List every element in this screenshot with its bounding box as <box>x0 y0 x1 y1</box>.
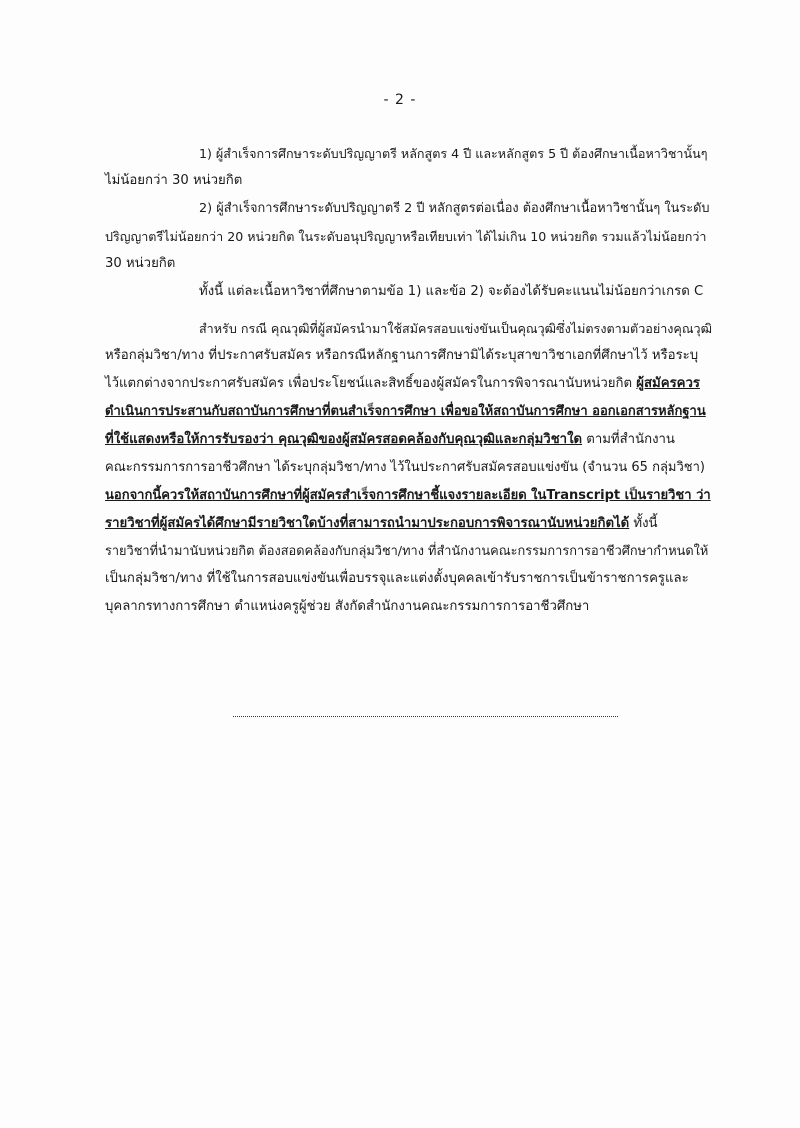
dotted-divider <box>233 716 618 717</box>
grade-note: ทั้งนี้ แต่ละเนื้อหาวิชาที่ศึกษาตามข้อ 1) และข้อ 2) จะต้องได้รับคะแนนไม่น้อยกว่าเกรด C <box>199 284 704 299</box>
para-line-5 <box>105 431 675 449</box>
para-line-3-emphasis: ผู้สมัครควร <box>636 376 700 391</box>
para-line-2: หรือกลุ่มวิชา/ทาง ที่ประกาศรับสมัคร หรือกรณีหลักฐานการศึกษามิได้ระบุสาขาวิชาเอกที่ศึกษาไว้ หรือระบุ <box>105 348 699 363</box>
para-line-8-emphasis: รายวิชาที่ผู้สมัครได้ศึกษามีรายวิชาใดบ้างที่สามารถนำมาประกอบการพิจารณานับหน่วยกิตได้ <box>105 516 630 531</box>
para-line-5-emphasis: ที่ใช้แสดงหรือให้การรับรองว่า คุณวุฒิของผู้สมัครสอดคล้องกับคุณวุฒิและกลุ่มวิชาใด <box>105 432 583 447</box>
item2-line1: 2) ผู้สำเร็จการศึกษาระดับปริญญาตรี 2 ปี หลักสูตรต่อเนื่อง ต้องศึกษาเนื้อหาวิชานั้นๆ ในระดับ <box>199 201 710 216</box>
page-number: - 2 - <box>383 92 417 108</box>
para-line-1: สำหรับ กรณี คุณวุฒิที่ผู้สมัครนำมาใช้สมัครสอบแข่งขันเป็นคุณวุฒิซึ่งไม่ตรงตามตัวอย่างคุณวุฒิ <box>199 321 712 336</box>
para-line-6: คณะกรรมการการอาชีวศึกษา ได้ระบุกลุ่มวิชา/ทาง ไว้ในประกาศรับสมัครสอบแข่งขัน (จำนวน 65 กลุ่มวิชา) <box>105 460 705 475</box>
para-line-8-text: ทั้งนี้ <box>629 516 658 531</box>
item2-line3: 30 หน่วยกิต <box>105 256 176 271</box>
item2-line2: ปริญญาตรีไม่น้อยกว่า 20 หน่วยกิต ในระดับอนุปริญญาหรือเทียบเท่า ได้ไม่เกิน 10 หน่วยกิต รวมแล้วไม่น้อยกว่า <box>105 229 707 244</box>
para-line-9: รายวิชาที่นำมานับหน่วยกิต ต้องสอดคล้องกับกลุ่มวิชา/ทาง ที่สำนักงานคณะกรรมการการอาชีวศึกษากำหนดให้ <box>105 544 709 559</box>
para-line-10: เป็นกลุ่มวิชา/ทาง ที่ใช้ในการสอบแข่งขันเพื่อบรรจุและแต่งตั้งบุคคลเข้ารับราชการเป็นข้าราชการครูและ <box>105 571 689 586</box>
para-line-11: บุคลากรทางการศึกษา ตำแหน่งครูผู้ช่วย สังกัดสำนักงานคณะกรรมการการอาชีวศึกษา <box>105 599 590 614</box>
para-line-5-text: ตามที่สำนักงาน <box>582 432 675 447</box>
item1-line1: 1) ผู้สำเร็จการศึกษาระดับปริญญาตรี หลักสูตร 4 ปี และหลักสูตร 5 ปี ต้องศึกษาเนื้อหาวิชานั้นๆ <box>199 146 708 161</box>
para-line-3 <box>105 375 700 393</box>
item1-line2: ไม่น้อยกว่า 30 หน่วยกิต <box>105 173 243 188</box>
para-line-8 <box>105 515 658 533</box>
para-line-4-emphasis: ดำเนินการประสานกับสถาบันการศึกษาที่ตนสำเร็จการศึกษา เพื่อขอให้สถาบันการศึกษา ออกเอกสารหลักฐาน <box>105 404 706 419</box>
para-line-3-text: ไว้แตกต่างจากประกาศรับสมัคร เพื่อประโยชน์และสิทธิ์ของผู้สมัครในการพิจารณานับหน่วยกิต <box>105 376 637 391</box>
para-line-7-emphasis: นอกจากนี้ควรให้สถาบันการศึกษาที่ผู้สมัครสำเร็จการศึกษาชี้แจงรายละเอียด ในTranscript เป็นรายวิชา ว่า <box>105 488 711 503</box>
